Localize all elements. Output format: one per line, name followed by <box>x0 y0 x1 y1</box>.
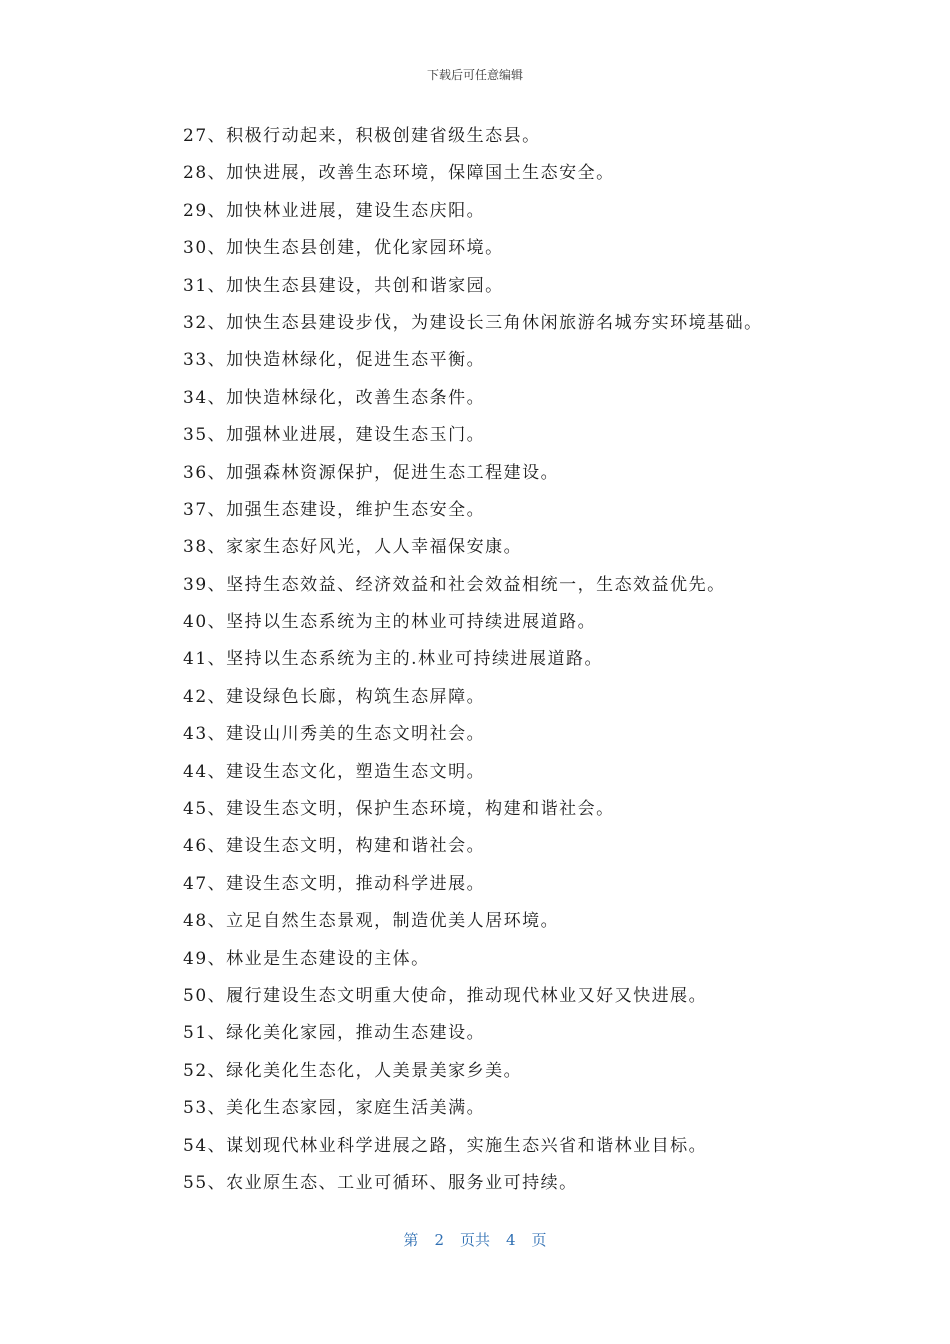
list-item: 34、加快造林绿化，改善生态条件。 <box>183 387 486 408</box>
list-item: 48、立足自然生态景观，制造优美人居环境。 <box>183 911 560 932</box>
slogan-list <box>183 118 883 1202</box>
list-item: 49、林业是生态建设的主体。 <box>183 948 430 969</box>
list-item: 28、加快进展，改善生态环境，保障国土生态安全。 <box>183 163 615 184</box>
list-item: 41、坚持以生态系统为主的.林业可持续进展道路。 <box>183 649 604 670</box>
list-item: 45、建设生态文明，保护生态环境，构建和谐社会。 <box>183 799 615 820</box>
list-item: 50、履行建设生态文明重大使命，推动现代林业又好又快进展。 <box>183 985 708 1006</box>
list-item: 46、建设生态文明，构建和谐社会。 <box>183 836 486 857</box>
page-header: 下载后可任意编辑 <box>426 68 523 82</box>
list-item: 31、加快生态县建设，共创和谐家园。 <box>183 275 504 296</box>
list-item: 37、加强生态建设，维护生态安全。 <box>183 499 486 520</box>
page-number: 2 <box>434 1231 444 1249</box>
list-item: 55、农业原生态、工业可循环、服务业可持续。 <box>183 1172 578 1193</box>
page-footer <box>0 1229 950 1250</box>
list-item: 32、加快生态县建设步伐，为建设长三角休闲旅游名城夯实环境基础。 <box>183 312 763 333</box>
list-item: 35、加强林业进展，建设生态玉门。 <box>183 425 486 446</box>
list-item: 43、建设山川秀美的生态文明社会。 <box>183 724 486 745</box>
page-label-prefix: 第 <box>403 1231 419 1249</box>
page-label-suffix: 页 <box>531 1231 547 1249</box>
list-item: 36、加强森林资源保护，促进生态工程建设。 <box>183 462 560 483</box>
list-item: 42、建设绿色长廊，构筑生态屏障。 <box>183 686 486 707</box>
list-item: 38、家家生态好风光，人人幸福保安康。 <box>183 537 523 558</box>
list-item: 54、谋划现代林业科学进展之路，实施生态兴省和谐林业目标。 <box>183 1135 708 1156</box>
list-item: 53、美化生态家园，家庭生活美满。 <box>183 1098 486 1119</box>
list-item: 29、加快林业进展，建设生态庆阳。 <box>183 200 486 221</box>
list-item: 40、坚持以生态系统为主的林业可持续进展道路。 <box>183 612 597 633</box>
list-item: 27、积极行动起来，积极创建省级生态县。 <box>183 126 541 146</box>
list-item: 39、坚持生态效益、经济效益和社会效益相统一，生态效益优先。 <box>183 574 726 595</box>
list-item: 47、建设生态文明，推动科学进展。 <box>183 873 486 894</box>
list-item: 44、建设生态文化，塑造生态文明。 <box>183 761 486 782</box>
page-total: 4 <box>506 1231 516 1249</box>
page-label-middle: 页共 <box>459 1231 490 1249</box>
list-item: 52、绿化美化生态化，人美景美家乡美。 <box>183 1060 523 1081</box>
list-item: 33、加快造林绿化，促进生态平衡。 <box>183 350 486 371</box>
list-item: 30、加快生态县创建，优化家园环境。 <box>183 238 504 259</box>
list-item: 51、绿化美化家园，推动生态建设。 <box>183 1023 486 1044</box>
